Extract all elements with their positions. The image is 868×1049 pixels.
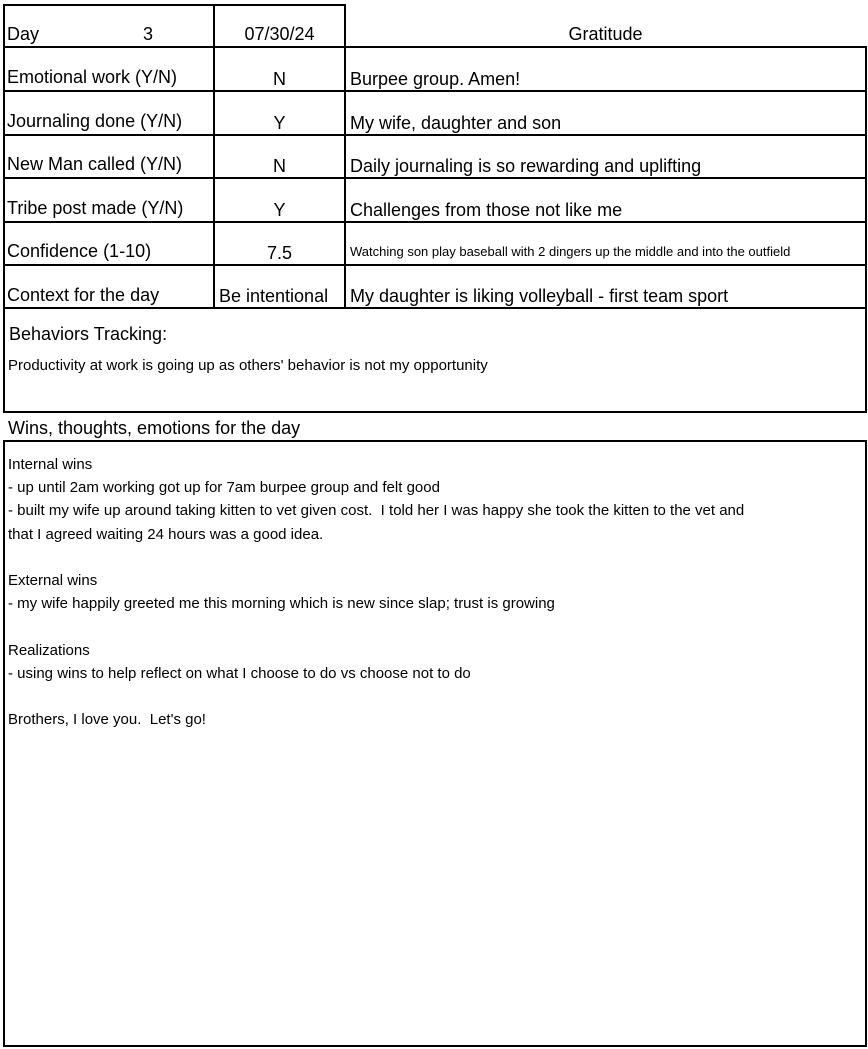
blank-line [8, 685, 864, 708]
wins-bottom-border [3, 1045, 867, 1047]
row-divider [3, 264, 867, 266]
gratitude-item: Burpee group. Amen! [350, 69, 521, 89]
notes-line: that I agreed waiting 24 hours was a good idea. [8, 525, 324, 543]
wins-notes [8, 453, 864, 731]
behaviors-title: Behaviors Tracking: [9, 324, 168, 344]
gratitude-item: Watching son play baseball with 2 dingers up the middle and into the outfield [350, 244, 791, 259]
row-value: Y [273, 200, 286, 220]
row-value: Be intentional [219, 286, 329, 306]
row-value: 7.5 [266, 243, 293, 263]
notes-line: - up until 2am working got up for 7am burpee group and felt good [8, 479, 440, 497]
notes-line: External wins [8, 572, 98, 590]
gratitude-item: Daily journaling is so rewarding and uplifting [350, 156, 702, 176]
column-divider [344, 4, 346, 309]
table-right-border [865, 46, 867, 413]
row-label: Context for the day [7, 285, 160, 305]
notes-line: Brothers, I love you. Let's go! [8, 711, 206, 729]
day-number: 3 [143, 24, 154, 44]
row-divider [3, 221, 867, 223]
row-label: Tribe post made (Y/N) [7, 198, 184, 218]
notes-line: - using wins to help reflect on what I choose to do vs choose not to do [8, 664, 471, 682]
wins-right-border [865, 440, 867, 1047]
row-divider [3, 307, 867, 309]
blank-line [8, 615, 864, 638]
notes-line: - my wife happily greeted me this morning which is new since slap; trust is growing [8, 595, 555, 613]
blank-line [8, 546, 864, 569]
gratitude-item: My daughter is liking volleyball - first team sport [350, 286, 729, 306]
row-divider [3, 177, 867, 179]
gratitude-item: Challenges from those not like me [350, 200, 623, 220]
row-value: Y [273, 113, 286, 133]
gratitude-title: Gratitude [568, 24, 643, 44]
gratitude-item: My wife, daughter and son [350, 113, 562, 133]
date: 07/30/24 [244, 24, 315, 44]
behaviors-text: Productivity at work is going up as others' behavior is not my opportunity [8, 357, 488, 374]
table-top-border [3, 4, 346, 6]
row-label: Journaling done (Y/N) [7, 111, 183, 131]
notes-line: - built my wife up around taking kitten to vet given cost. I told her I was happy she took the kitten to the vet and [8, 502, 745, 520]
row-divider [3, 134, 867, 136]
row-label: Confidence (1-10) [7, 241, 152, 261]
behaviors-bottom-border [3, 411, 867, 413]
row-label: New Man called (Y/N) [7, 154, 183, 174]
day-label: Day [7, 24, 40, 44]
row-divider [3, 90, 867, 92]
notes-line: Internal wins [8, 456, 93, 473]
row-value: N [273, 69, 286, 89]
row-value: N [273, 156, 286, 176]
row-divider [3, 46, 867, 48]
wins-top-border [3, 440, 867, 442]
notes-line: Realizations [8, 641, 90, 659]
table-left-border [3, 4, 5, 413]
wins-left-border [3, 440, 5, 1047]
wins-title: Wins, thoughts, emotions for the day [8, 418, 301, 438]
row-label: Emotional work (Y/N) [7, 67, 178, 87]
